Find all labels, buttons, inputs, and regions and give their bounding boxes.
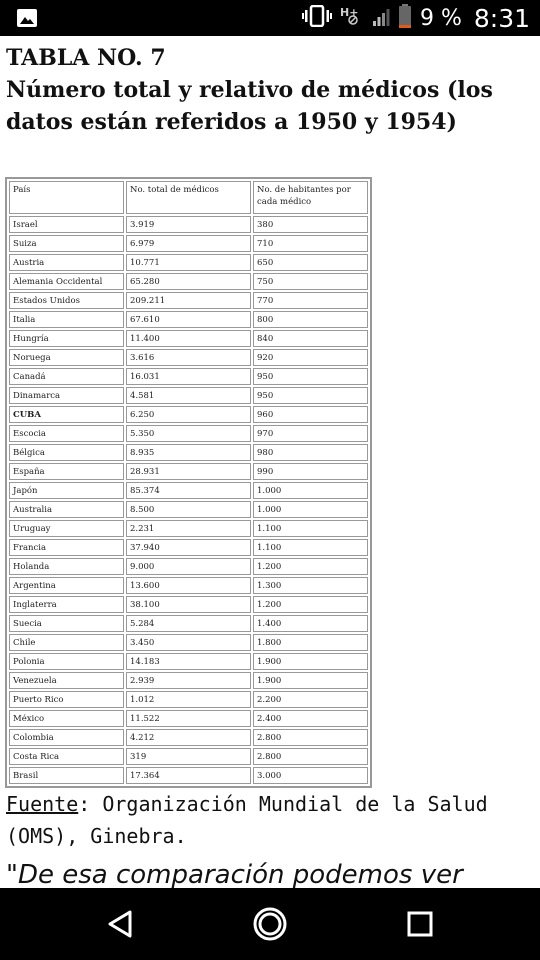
- total-doctors-cell: 14.183: [126, 653, 251, 670]
- total-doctors-cell: 16.031: [126, 368, 251, 385]
- inhabitants-per-doctor-cell: 2.800: [253, 748, 368, 765]
- quote-text: "De esa comparación podemos ver: [6, 860, 463, 888]
- country-cell: Chile: [9, 634, 124, 651]
- table-row: [9, 311, 368, 328]
- inhabitants-per-doctor-cell: 840: [253, 330, 368, 347]
- header-country: País: [9, 181, 124, 214]
- table-row: [9, 349, 368, 366]
- inhabitants-per-doctor-cell: 800: [253, 311, 368, 328]
- inhabitants-per-doctor-cell: 1.200: [253, 558, 368, 575]
- inhabitants-per-doctor-cell: 3.000: [253, 767, 368, 784]
- inhabitants-per-doctor-cell: 1.300: [253, 577, 368, 594]
- table-row: [9, 254, 368, 271]
- inhabitants-per-doctor-cell: 1.800: [253, 634, 368, 651]
- home-icon: [253, 907, 287, 941]
- inhabitants-per-doctor-cell: 1.900: [253, 672, 368, 689]
- table-row: [9, 729, 368, 746]
- signal-icon: [372, 5, 390, 31]
- header-inhabitants-per-doctor: No. de habitantes por cada médico: [253, 181, 368, 214]
- inhabitants-per-doctor-cell: 1.000: [253, 501, 368, 518]
- recents-button[interactable]: [402, 906, 438, 942]
- total-doctors-cell: 1.012: [126, 691, 251, 708]
- total-doctors-cell: 2.231: [126, 520, 251, 537]
- country-cell: Puerto Rico: [9, 691, 124, 708]
- country-cell: Italia: [9, 311, 124, 328]
- table-row: [9, 235, 368, 252]
- table-row: [9, 273, 368, 290]
- table-row: [9, 444, 368, 461]
- country-cell: Costa Rica: [9, 748, 124, 765]
- total-doctors-cell: 17.364: [126, 767, 251, 784]
- total-doctors-cell: 38.100: [126, 596, 251, 613]
- table-row: [9, 577, 368, 594]
- home-button[interactable]: [252, 906, 288, 942]
- table-row: [9, 387, 368, 404]
- inhabitants-per-doctor-cell: 1.400: [253, 615, 368, 632]
- inhabitants-per-doctor-cell: 650: [253, 254, 368, 271]
- country-cell: Noruega: [9, 349, 124, 366]
- inhabitants-per-doctor-cell: 2.400: [253, 710, 368, 727]
- total-doctors-cell: 9.000: [126, 558, 251, 575]
- country-cell: Alemania Occidental: [9, 273, 124, 290]
- battery-percent: 9 %: [419, 5, 462, 31]
- table-row: [9, 520, 368, 537]
- inhabitants-per-doctor-cell: 950: [253, 387, 368, 404]
- total-doctors-cell: 10.771: [126, 254, 251, 271]
- battery-icon: [398, 4, 412, 32]
- table-header-row: [9, 181, 368, 214]
- inhabitants-per-doctor-cell: 990: [253, 463, 368, 480]
- country-cell: Uruguay: [9, 520, 124, 537]
- country-cell: Argentina: [9, 577, 124, 594]
- total-doctors-cell: 67.610: [126, 311, 251, 328]
- total-doctors-cell: 13.600: [126, 577, 251, 594]
- table-row: [9, 615, 368, 632]
- country-cell: Israel: [9, 216, 124, 233]
- table-row: [9, 539, 368, 556]
- source-note: [6, 788, 526, 852]
- table-row: [9, 767, 368, 784]
- total-doctors-cell: 3.919: [126, 216, 251, 233]
- inhabitants-per-doctor-cell: 950: [253, 368, 368, 385]
- total-doctors-cell: 6.979: [126, 235, 251, 252]
- inhabitants-per-doctor-cell: 1.200: [253, 596, 368, 613]
- country-cell: Hungría: [9, 330, 124, 347]
- total-doctors-cell: 8.500: [126, 501, 251, 518]
- country-cell: España: [9, 463, 124, 480]
- total-doctors-cell: 3.450: [126, 634, 251, 651]
- inhabitants-per-doctor-cell: 970: [253, 425, 368, 442]
- country-cell: Australia: [9, 501, 124, 518]
- back-icon: [106, 909, 134, 939]
- inhabitants-per-doctor-cell: 1.900: [253, 653, 368, 670]
- table-row: [9, 596, 368, 613]
- country-cell: CUBA: [9, 406, 124, 423]
- table-caption: Número total y relativo de médicos (los datos están referidos a 1950 y 1954): [6, 77, 493, 135]
- total-doctors-cell: 5.350: [126, 425, 251, 442]
- source-text: : Organización Mundial de la Salud (OMS), Ginebra.: [6, 792, 488, 848]
- total-doctors-cell: 319: [126, 748, 251, 765]
- country-cell: Polonia: [9, 653, 124, 670]
- total-doctors-cell: 6.250: [126, 406, 251, 423]
- total-doctors-cell: 11.522: [126, 710, 251, 727]
- country-cell: Suiza: [9, 235, 124, 252]
- source-label: Fuente: [6, 792, 79, 816]
- inhabitants-per-doctor-cell: 750: [253, 273, 368, 290]
- country-cell: Inglaterra: [9, 596, 124, 613]
- table-row: [9, 216, 368, 233]
- country-cell: Brasil: [9, 767, 124, 784]
- total-doctors-cell: 11.400: [126, 330, 251, 347]
- country-cell: Canadá: [9, 368, 124, 385]
- total-doctors-cell: 4.581: [126, 387, 251, 404]
- clock: 8:31: [473, 3, 530, 33]
- inhabitants-per-doctor-cell: 960: [253, 406, 368, 423]
- table-row: [9, 368, 368, 385]
- inhabitants-per-doctor-cell: 710: [253, 235, 368, 252]
- status-bar: [0, 0, 540, 36]
- country-cell: Colombia: [9, 729, 124, 746]
- country-cell: Escocia: [9, 425, 124, 442]
- svg-text:H+: H+: [339, 6, 359, 19]
- inhabitants-per-doctor-cell: 2.800: [253, 729, 368, 746]
- table-row: [9, 558, 368, 575]
- country-cell: Suecia: [9, 615, 124, 632]
- table-row: [9, 406, 368, 423]
- table-row: [9, 710, 368, 727]
- total-doctors-cell: 4.212: [126, 729, 251, 746]
- inhabitants-per-doctor-cell: 770: [253, 292, 368, 309]
- header-total-doctors: No. total de médicos: [126, 181, 251, 214]
- table-number: TABLA NO. 7: [6, 45, 166, 71]
- image-icon: [16, 8, 38, 32]
- vibrate-icon: [302, 5, 332, 31]
- navigation-bar: [0, 888, 540, 960]
- hplus-icon: [340, 5, 364, 31]
- table-row: [9, 653, 368, 670]
- table-row: [9, 634, 368, 651]
- country-cell: Holanda: [9, 558, 124, 575]
- page-title: [6, 42, 526, 138]
- country-cell: Estados Unidos: [9, 292, 124, 309]
- country-cell: Venezuela: [9, 672, 124, 689]
- table-row: [9, 672, 368, 689]
- doctors-table: [5, 177, 372, 788]
- total-doctors-cell: 85.374: [126, 482, 251, 499]
- total-doctors-cell: 3.616: [126, 349, 251, 366]
- table-row: [9, 330, 368, 347]
- country-cell: México: [9, 710, 124, 727]
- article-content: [0, 36, 540, 888]
- total-doctors-cell: 209.211: [126, 292, 251, 309]
- total-doctors-cell: 65.280: [126, 273, 251, 290]
- total-doctors-cell: 2.939: [126, 672, 251, 689]
- total-doctors-cell: 37.940: [126, 539, 251, 556]
- inhabitants-per-doctor-cell: 980: [253, 444, 368, 461]
- table-row: [9, 748, 368, 765]
- inhabitants-per-doctor-cell: 1.100: [253, 520, 368, 537]
- inhabitants-per-doctor-cell: 920: [253, 349, 368, 366]
- table-row: [9, 691, 368, 708]
- country-cell: Austria: [9, 254, 124, 271]
- back-button[interactable]: [102, 906, 138, 942]
- inhabitants-per-doctor-cell: 1.100: [253, 539, 368, 556]
- table-row: [9, 425, 368, 442]
- total-doctors-cell: 5.284: [126, 615, 251, 632]
- table-row: [9, 292, 368, 309]
- country-cell: Francia: [9, 539, 124, 556]
- inhabitants-per-doctor-cell: 1.000: [253, 482, 368, 499]
- country-cell: Japón: [9, 482, 124, 499]
- total-doctors-cell: 8.935: [126, 444, 251, 461]
- recents-icon: [406, 910, 434, 938]
- total-doctors-cell: 28.931: [126, 463, 251, 480]
- inhabitants-per-doctor-cell: 380: [253, 216, 368, 233]
- country-cell: Dinamarca: [9, 387, 124, 404]
- table-row: [9, 463, 368, 480]
- table-row: [9, 501, 368, 518]
- table-row: [9, 482, 368, 499]
- country-cell: Bélgica: [9, 444, 124, 461]
- inhabitants-per-doctor-cell: 2.200: [253, 691, 368, 708]
